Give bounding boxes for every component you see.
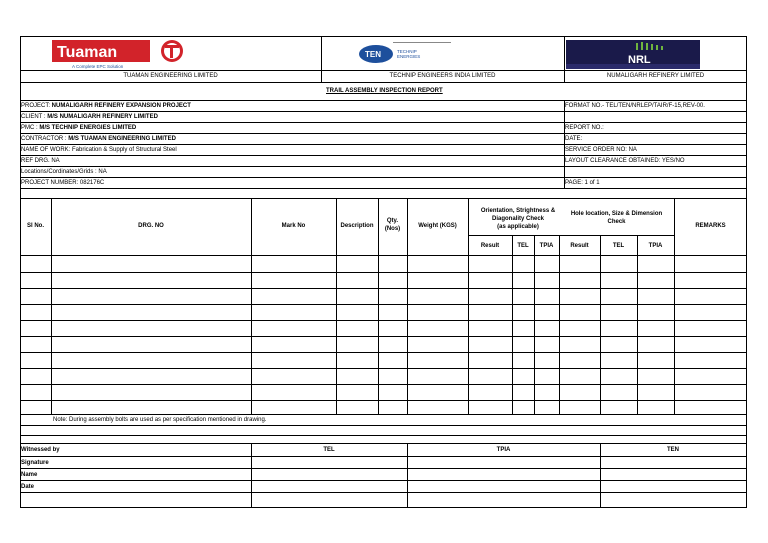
footer-tpia: TPIA [496, 447, 511, 453]
date-label: Date [21, 484, 35, 490]
tuaman-logo [52, 39, 192, 69]
col-mark-no: Mark No [281, 223, 306, 229]
date-field: DATE: [565, 136, 583, 142]
svg-text:TECHNIP: TECHNIP [397, 49, 417, 54]
inspection-report-sheet [20, 36, 747, 508]
sub-col-result-2: Result [570, 243, 589, 249]
report-title: TRAIL ASSEMBLY INSPECTION REPORT [326, 88, 443, 94]
footer-ten: TEN [667, 447, 679, 453]
project-number-line: PROJECT NUMBER: 082176C [21, 180, 105, 186]
service-order: SERVICE ORDER NO: NA [565, 147, 637, 153]
locations-line: Locations/Cordinates/Grids : NA [21, 169, 107, 175]
svg-text:Tuaman: Tuaman [57, 44, 118, 61]
col-hole-location: Hole location, Size & Dimension Check [570, 211, 663, 225]
company-technip: TECHNIP ENGINEERS INDIA LIMITED [389, 73, 496, 79]
format-no: FORMAT NO.- TEL/TEN/NRLEP/TAIR/F-15,REV-00. [565, 103, 705, 109]
witnessed-by: Witnessed by [21, 447, 60, 453]
col-qty: Qty. (Nos) [384, 218, 401, 232]
svg-text:NRL: NRL [628, 54, 651, 66]
sub-col-tpia-2: TPIA [648, 243, 663, 249]
sub-col-tpia: TPIA [539, 243, 554, 249]
sub-col-tel-2: TEL [612, 243, 625, 249]
col-sl-no: Sl No. [26, 223, 44, 229]
svg-text:ENERGIES: ENERGIES [397, 54, 421, 59]
work-line: NAME OF WORK: Fabrication & Supply of Structural Steel [21, 147, 177, 153]
footer-tel: TEL [323, 447, 335, 453]
layout-clearance: LAYOUT CLEARANCE OBTAINED: YES/NO [565, 158, 685, 164]
technip-energies-logo [357, 42, 457, 68]
sub-col-tel: TEL [517, 243, 529, 249]
nrl-logo [566, 40, 700, 69]
client-line: CLIENT : M/S NUMALIGARH REFINERY LIMITED [21, 114, 158, 120]
svg-text:TEN: TEN [365, 50, 381, 59]
svg-text:A Complete EPC Solution: A Complete EPC Solution [72, 64, 124, 69]
report-no: REPORT NO.: [565, 125, 604, 131]
contractor-line: CONTRACTOR : M/S TUAMAN ENGINEERING LIMITED [21, 136, 176, 142]
assembly-note: Note: During assembly bolts are used as per specification mentioned in drawing. [53, 417, 267, 423]
page-number: PAGE: 1 of 1 [565, 180, 600, 186]
project-line: PROJECT: NUMALIGARH REFINERY EXPANSION PROJECT [21, 103, 191, 109]
col-orientation: Orientation, Strightness & Diagonality Check (as applicable) [480, 208, 556, 230]
col-description: Description [340, 223, 374, 229]
col-drg-no: DRG. NO [138, 223, 164, 229]
signature-label: Signature [21, 460, 49, 466]
name-label: Name [21, 472, 38, 478]
company-tuaman: TUAMAN ENGINEERING LIMITED [123, 73, 218, 79]
col-weight: Weight (KGS) [418, 223, 457, 229]
sub-col-result: Result [480, 243, 500, 249]
pmc-line: PMC : M/S TECHNIP ENERGIES LIMITED [21, 125, 137, 131]
ref-drg-line: REF DRG. NA [21, 158, 60, 164]
company-nrl: NUMALIGARH REFINERY LIMITED [606, 73, 705, 79]
col-remarks: REMARKS [695, 223, 726, 229]
